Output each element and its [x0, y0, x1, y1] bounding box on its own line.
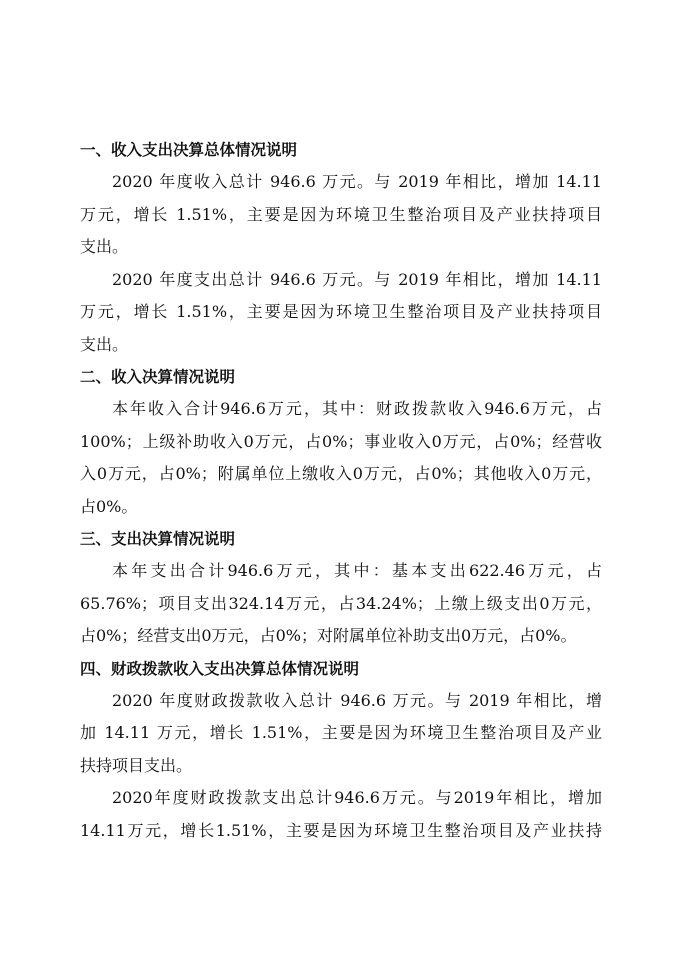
- section-heading-4: 四、财政拨款收入支出决算总体情况说明: [80, 659, 360, 678]
- section-1-paragraph-2: [80, 264, 602, 362]
- paragraph-line: 本年支出合计946.6万元，其中：基本支出622.46万元，占: [112, 561, 602, 580]
- paragraph-line: 万元，增长 1.51%，主要是因为环境卫生整治项目及产业扶持项目: [80, 302, 602, 321]
- paragraph-line: 万元，增长 1.51%，主要是因为环境卫生整治项目及产业扶持项目: [80, 204, 602, 224]
- section-1-paragraph-1: [80, 166, 602, 264]
- section-3-paragraph-1: [80, 555, 602, 653]
- section-heading-3: 三、支出决算情况说明: [80, 530, 236, 548]
- paragraph-line: 入0万元，占0%；附属单位上缴收入0万元，占0%；其他收入0万元，: [80, 464, 602, 483]
- section-4-paragraph-2: [80, 782, 602, 847]
- paragraph-line: 本年收入合计946.6万元，其中：财政拨款收入946.6万元，占: [112, 399, 602, 418]
- paragraph-line: 65.76%；项目支出324.14万元，占34.24%；上缴上级支出0万元，: [80, 593, 602, 613]
- section-heading-1: 一、收入支出决算总体情况说明: [80, 141, 298, 159]
- paragraph-line: 2020 年度收入总计 946.6 万元。与 2019 年相比，增加 14.11: [112, 172, 602, 191]
- paragraph-line: 2020 年度财政拨款收入总计 946.6 万元。与 2019 年相比，增: [112, 690, 602, 710]
- paragraph-line: 支出。: [80, 334, 129, 354]
- paragraph-line: 2020年度财政拨款支出总计946.6万元。与2019年相比，增加: [112, 788, 602, 807]
- paragraph-line: 14.11万元，增长1.51%，主要是因为环境卫生整治项目及产业扶持: [80, 820, 602, 840]
- paragraph-line: 支出。: [80, 237, 129, 256]
- document-body: [80, 134, 602, 847]
- paragraph-line: 2020 年度支出总计 946.6 万元。与 2019 年相比，增加 14.11: [112, 269, 602, 289]
- paragraph-line: 占0%。: [80, 496, 138, 516]
- section-heading-2: 二、收入决算情况说明: [80, 368, 236, 386]
- paragraph-line: 加 14.11 万元，增长 1.51%，主要是因为环境卫生整治项目及产业: [80, 723, 602, 742]
- section-2-paragraph-1: [80, 393, 602, 523]
- paragraph-line: 占0%；经营支出0万元，占0%；对附属单位补助支出0万元，占0%。: [80, 626, 577, 645]
- paragraph-line: 扶持项目支出。: [80, 755, 193, 775]
- paragraph-line: 100%；上级补助收入0万元，占0%；事业收入0万元，占0%；经营收: [80, 431, 602, 451]
- section-4-paragraph-1: [80, 685, 602, 783]
